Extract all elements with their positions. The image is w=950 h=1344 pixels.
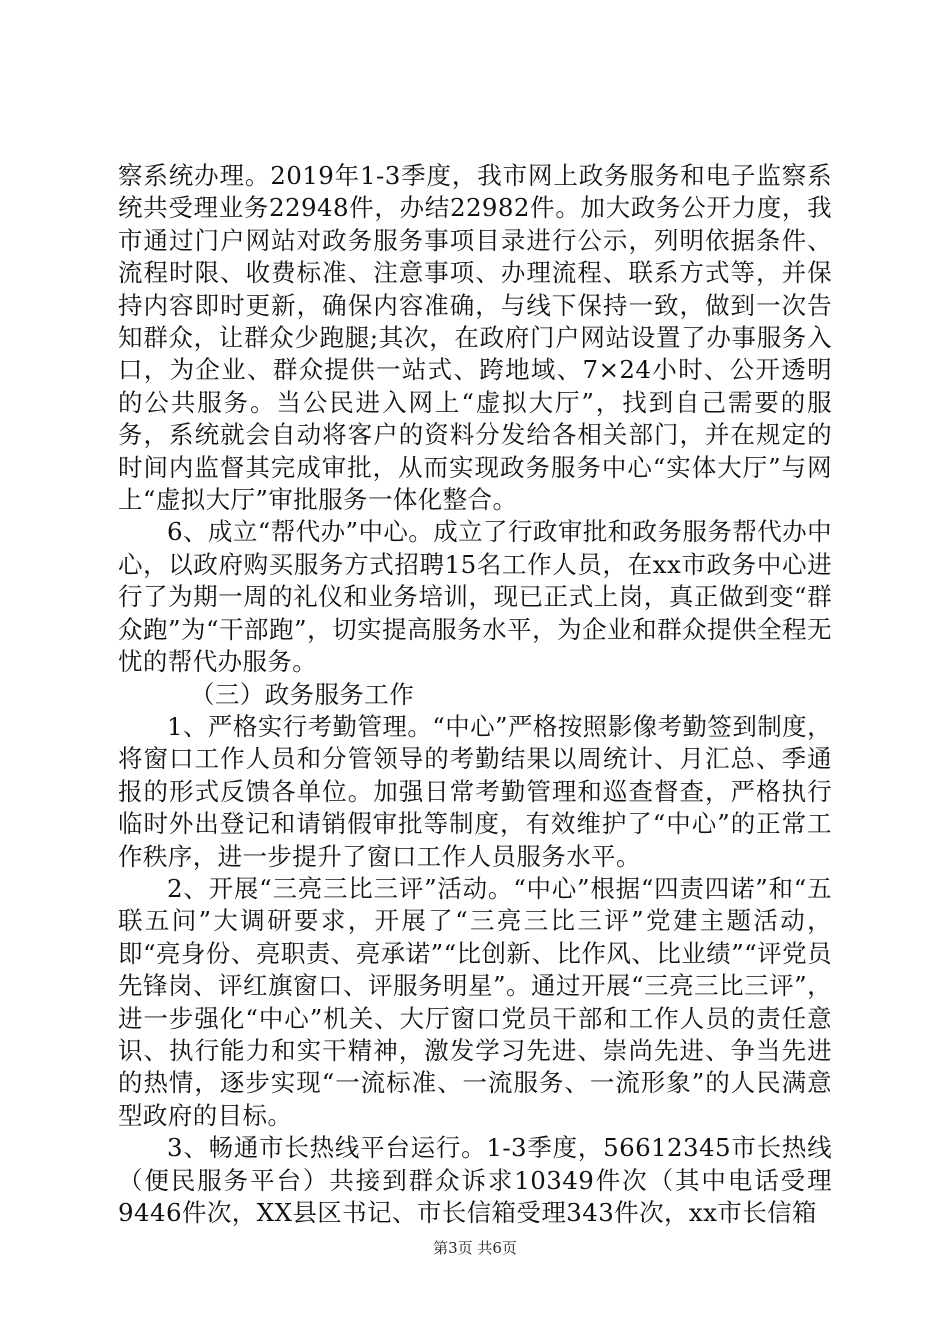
paragraph-help-center: 6、成立“帮代办”中心。成立了行政审批和政务服务帮代办中心，以政府购买服务方式招聘15名工作人员，在xx市政务中心进行了为期一周的礼仪和业务培训，现已正式上岗，真正做到变“群众跑”为“干部跑”，切实提高服务水平，为企业和群众提供全程无忧的帮代办服务。 — [118, 517, 832, 677]
paragraph-three-shine-activity: 2、开展“三亮三比三评”活动。“中心”根据“四责四诺”和“五联五问”大调研要求，开展了“三亮三比三评”党建主题活动，即“亮身份、亮职责、亮承诺”“比创新、比作风、比业绩”“评党员先锋岗、评红旗窗口、评服务明星”。通过开展“三亮三比三评”，进一步强化“中心”机关、大厅窗口党员干部和工作人员的责任意识、执行能力和实干精神，激发学习先进、崇尚先进、争当先进的热情，逐步实现“一流标准、一流服务、一流形象”的人民满意型政府的目标。 — [118, 873, 832, 1130]
section-heading-government-services: （三）政务服务工作 — [190, 679, 415, 709]
paragraph-mayor-hotline: 3、畅通市长热线平台运行。1-3季度，56612345市长热线（便民服务平台）共接到群众诉求10349件次（其中电话受理9446件次，XX县区书记、市长信箱受理343件次，xx市长信箱 — [118, 1133, 832, 1227]
paragraph-attendance-management: 1、严格实行考勤管理。“中心”严格按照影像考勤签到制度，将窗口工作人员和分管领导的考勤结果以周统计、月汇总、季通报的形式反馈各单位。加强日常考勤管理和巡查督查，严格执行临时外出登记和请销假审批等制度，有效维护了“中心”的正常工作秩序，进一步提升了窗口工作人员服务水平。 — [118, 711, 832, 871]
paragraph-online-services: 察系统办理。2019年1-3季度，我市网上政务服务和电子监察系统共受理业务22948件，办结22982件。加大政务公开力度，我市通过门户网站对政务服务事项目录进行公示，列明依据条件、流程时限、收费标准、注意事项、办理流程、联系方式等，并保持内容即时更新，确保内容准确，与线下保持一致，做到一次告知群众，让群众少跑腿;其次，在政府门户网站设置了办事服务入口，为企业、群众提供一站式、跨地域、7×24小时、公开透明的公共服务。当公民进入网上“虚拟大厅”，找到自己需要的服务，系统就会自动将客户的资料分发给各相关部门，并在规定的时间内监督其完成审批，从而实现政务服务中心“实体大厅”与网上“虚拟大厅”审批服务一体化整合。 — [118, 161, 832, 515]
page-footer: 第3页 共6页 — [433, 1239, 517, 1257]
document-body — [118, 160, 832, 1229]
